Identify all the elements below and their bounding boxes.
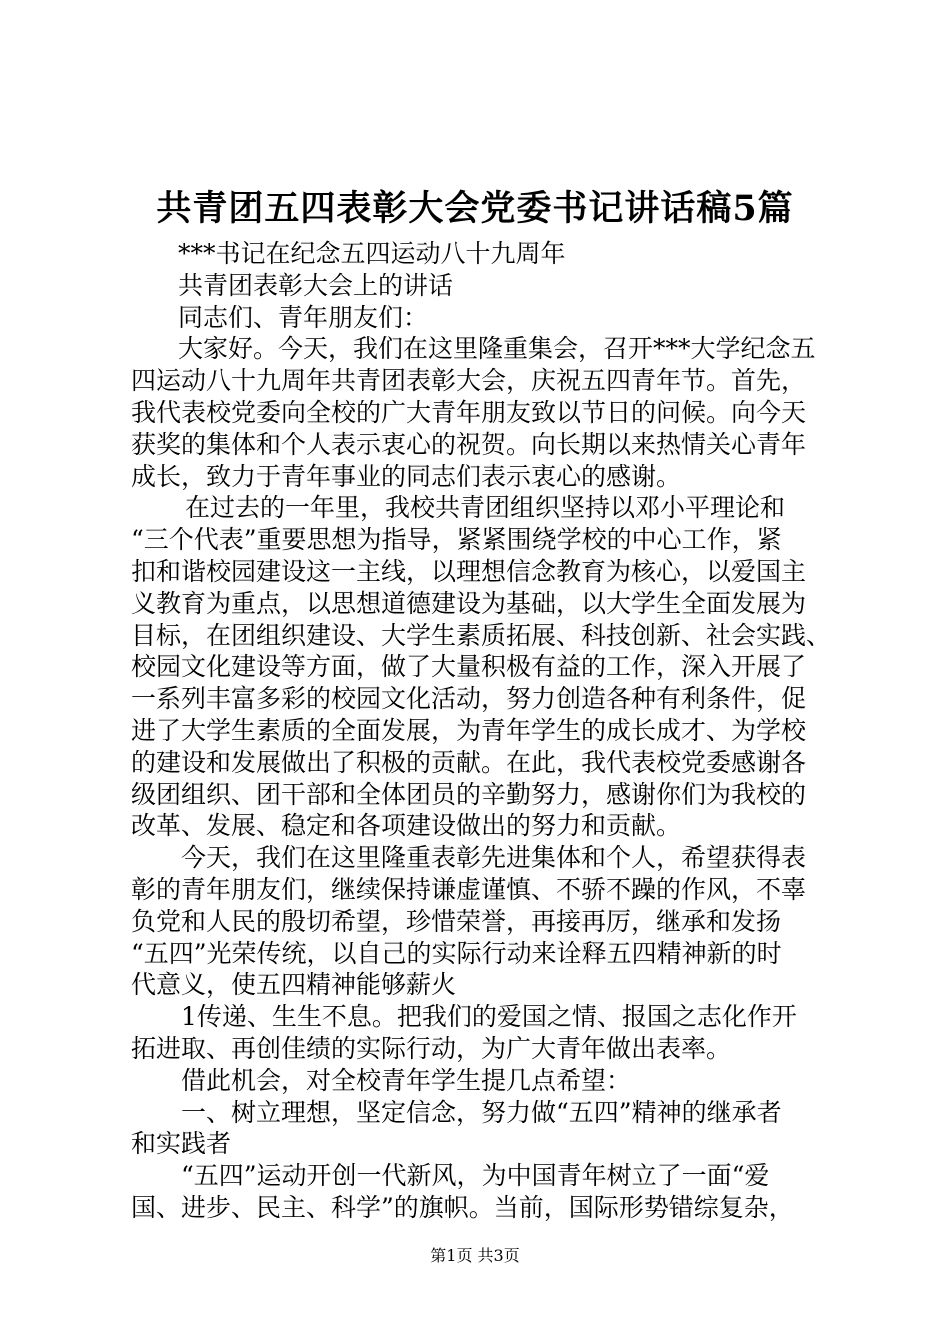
document-title: 共青团五四表彰大会党委书记讲话稿5篇 — [156, 188, 794, 229]
text-line: “五四”运动开创一代新风，为中国青年树立了一面“爱 — [181, 1161, 770, 1191]
text-line: 和实践者 — [131, 1129, 232, 1159]
text-line: 借此机会，对全校青年学生提几点希望： — [181, 1065, 632, 1095]
text-line: 校园文化建设等方面，做了大量积极有益的工作，深入开展了 — [131, 652, 807, 682]
text-line: 一、树立理想，坚定信念，努力做“五四”精神的继承者 — [181, 1097, 782, 1127]
text-line: ***书记在纪念五四运动八十九周年 — [178, 239, 566, 268]
text-line: 代意义，使五四精神能够薪火 — [131, 970, 457, 1000]
text-line: 获奖的集体和个人表示衷心的祝贺。向长期以来热情关心青年 — [131, 429, 807, 459]
text-line: 级团组织、团干部和全体团员的辛勤努力，感谢你们为我校的 — [131, 779, 807, 809]
text-line: 1传递、生生不息。把我们的爱国之情、报国之志化作开 — [181, 1002, 797, 1032]
text-line: 的建设和发展做出了积极的贡献。在此，我代表校党委感谢各 — [131, 747, 807, 777]
page-footer: 第1页 共3页 — [430, 1246, 520, 1265]
text-line: 目标，在团组织建设、大学生素质拓展、科技创新、社会实践、 — [131, 620, 832, 650]
text-line: 成长，致力于青年事业的同志们表示衷心的感谢。 — [131, 461, 682, 491]
text-line: 改革、发展、稳定和各项建设做出的努力和贡献。 — [131, 811, 682, 841]
text-line: 在过去的一年里，我校共青团组织坚持以邓小平理论和 — [185, 493, 786, 523]
text-line: 扣和谐校园建设这一主线，以理想信念教育为核心，以爱国主 — [131, 556, 807, 586]
text-line: 彰的青年朋友们，继续保持谦虚谨慎、不骄不躁的作风，不辜 — [131, 874, 807, 904]
text-line: 共青团表彰大会上的讲话 — [178, 270, 454, 300]
text-line: 大家好。今天，我们在这里隆重集会，召开***大学纪念五 — [178, 334, 816, 364]
text-line: 同志们、青年朋友们： — [178, 302, 429, 332]
text-line: 进了大学生素质的全面发展，为青年学生的成长成才、为学校 — [131, 715, 807, 745]
text-line: “五四”光荣传统，以自己的实际行动来诠释五四精神新的时 — [131, 938, 782, 968]
text-line: 国、进步、民主、科学”的旗帜。当前，国际形势错综复杂， — [131, 1192, 794, 1222]
text-line: 四运动八十九周年共青团表彰大会，庆祝五四青年节。首先， — [131, 366, 807, 396]
text-line: 今天，我们在这里隆重表彰先进集体和个人，希望获得表 — [181, 843, 807, 873]
text-line: 我代表校党委向全校的广大青年朋友致以节日的问候。向今天 — [131, 397, 807, 427]
text-line: 一系列丰富多彩的校园文化活动，努力创造各种有利条件，促 — [131, 684, 807, 714]
text-line: 负党和人民的殷切希望，珍惜荣誉，再接再厉，继承和发扬 — [131, 906, 782, 936]
text-line: 拓进取、再创佳绩的实际行动，为广大青年做出表率。 — [131, 1033, 732, 1063]
text-line: “三个代表”重要思想为指导，紧紧围绕学校的中心工作，紧 — [131, 525, 782, 555]
document-body — [131, 238, 831, 1224]
text-line: 义教育为重点，以思想道德建设为基础，以大学生全面发展为 — [131, 588, 807, 618]
